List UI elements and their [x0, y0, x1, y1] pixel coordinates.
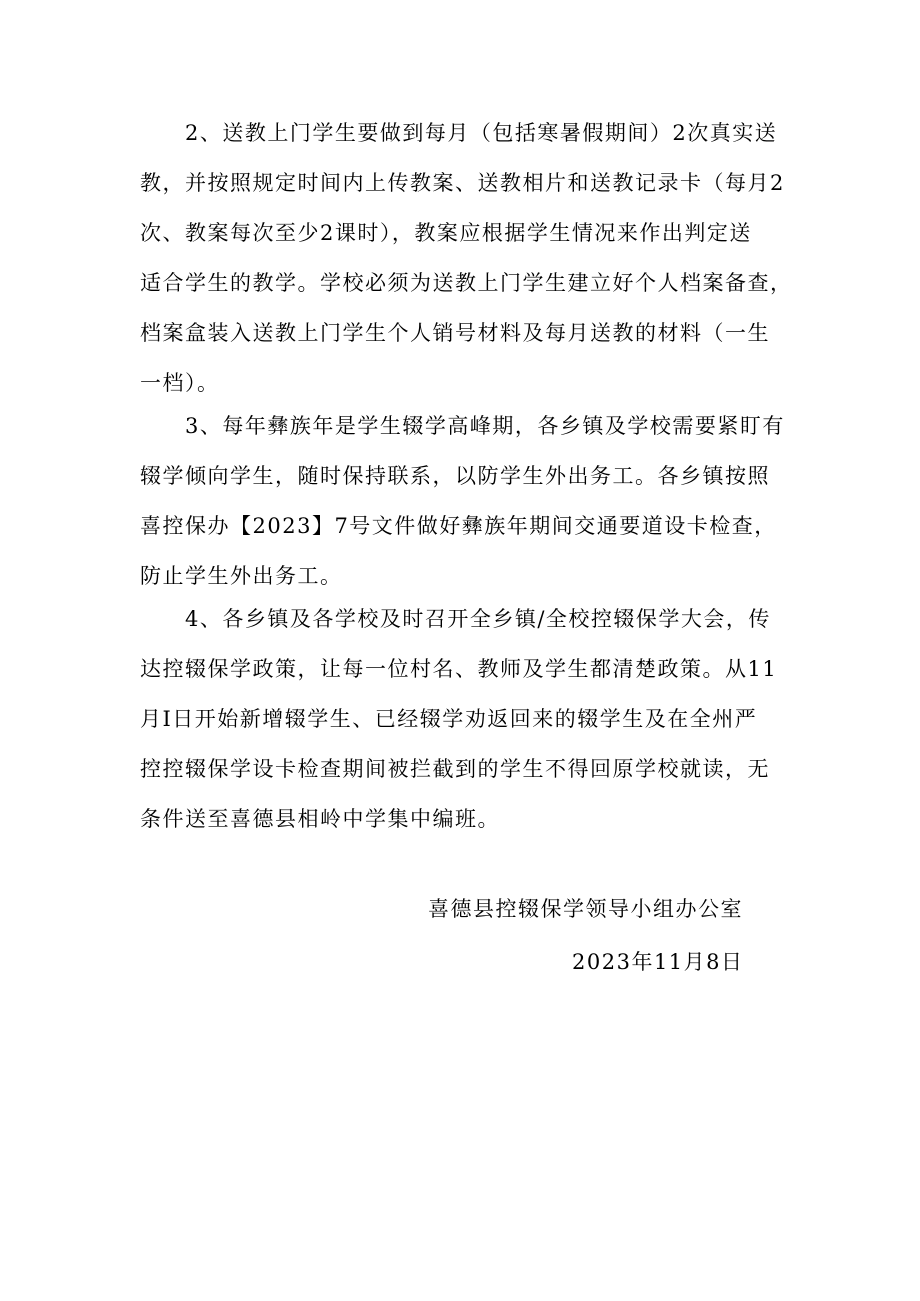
- paragraph-3-line-3: 喜控保办【2023】7号文件做好彝族年期间交通要道设卡检查，: [140, 514, 777, 538]
- signature-date: 2023年11月8日: [572, 950, 744, 974]
- paragraph-4-line-5: 条件送至喜德县相岭中学集中编班。: [140, 807, 500, 831]
- paragraph-2-line-2: 教，并按照规定时间内上传教案、送教相片和送教记录卡（每月2: [140, 171, 785, 195]
- signature-office: 喜德县控辍保学领导小组办公室: [428, 897, 743, 921]
- paragraph-4-line-2: 达控辍保学政策，让每一位村名、教师及学生都清楚政策。从11: [140, 657, 778, 681]
- paragraph-2-line-6: 一档）。: [140, 371, 220, 395]
- paragraph-4-line-1: 4、各乡镇及各学校及时召开全乡镇/全校控辍保学大会，传: [185, 607, 771, 631]
- paragraph-3-line-1: 3、每年彝族年是学生辍学高峰期，各乡镇及学校需要紧盯有: [185, 414, 785, 438]
- paragraph-2-line-5: 档案盒装入送教上门学生个人销号材料及每月送教的材料（一生: [140, 321, 770, 345]
- paragraph-2-line-3: 次、教案每次至少2课时），教案应根据学生情况来作出判定送: [140, 221, 752, 245]
- paragraph-4-line-4: 控控辍保学设卡检查期间被拦截到的学生不得回原学校就读，无: [140, 757, 770, 781]
- paragraph-3-line-2: 辍学倾向学生，随时保持联系，以防学生外出务工。各乡镇按照: [140, 464, 770, 488]
- paragraph-2-line-1: 2、送教上门学生要做到每月（包括寒暑假期间）2次真实送: [185, 121, 778, 145]
- paragraph-3-line-4: 防止学生外出务工。: [140, 564, 343, 588]
- paragraph-4-line-3: 月I日开始新增辍学生、已经辍学劝返回来的辍学生及在全州严: [140, 707, 758, 731]
- paragraph-2-line-4: 适合学生的教学。学校必须为送教上门学生建立好个人档案备查，: [140, 271, 793, 295]
